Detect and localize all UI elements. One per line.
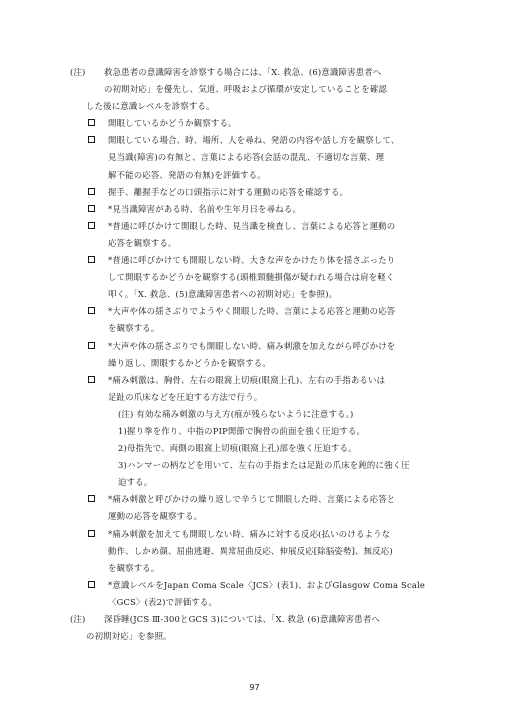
item-line: 動作、しかめ顔、屈曲逃避、異常屈曲反応、伸展反応[除脳姿勢]、無反応): [108, 545, 393, 556]
checkbox-icon: [88, 307, 95, 314]
sub-note-line: 3)ハンマーの柄などを用いて、左右の手指または足趾の爪床を鈍的に強く圧: [118, 460, 410, 471]
checkbox-icon: [88, 581, 95, 588]
item-line: *大声や体の揺さぶりでようやく開眼した時、言葉による応答と運動の応答: [108, 306, 396, 317]
checklist-item: [70, 491, 445, 525]
checklist-item: [70, 184, 445, 201]
checklist-item: [70, 252, 445, 303]
sub-note-line: 2)母指先で、両側の眼窩上切痕(眼窩上孔)部を強く圧迫する。: [118, 443, 357, 454]
checkbox-icon: [88, 119, 95, 126]
checklist-item: [70, 132, 445, 183]
note-line: 深昏睡(JCS Ⅲ-300とGCS 3)については、「X. 救急 (6)意識障害患者へ: [104, 614, 380, 624]
item-line: *痛み刺激と呼びかけの繰り返しで辛うじて開眼した時、言葉による応答と: [108, 494, 396, 505]
item-line: 応答を観察する。: [108, 237, 177, 248]
note-line: した後に意識レベルを診察する。: [86, 101, 215, 112]
item-line: を観察する。: [108, 323, 160, 334]
note-line: の初期対応」を優先し、気道、呼吸および循環が安定していることを確認: [104, 84, 387, 95]
item-line: 叩く。「X. 救急、(5)意識障害患者への初期対応」を参照)。: [108, 289, 338, 300]
checklist-item: [70, 372, 445, 406]
checkbox-icon: [88, 256, 95, 263]
pain-stimulus-note: [70, 406, 445, 491]
sub-note-line: 迫する。: [118, 477, 153, 488]
checklist: [70, 115, 445, 406]
item-line: 開眼している場合、時、場所、人を尋ね、発語の内容や話し方を観察して、: [108, 135, 400, 146]
checkbox-icon: [88, 376, 95, 383]
item-line: *痛み刺激は、胸骨、左右の眼窩上切痕(眼窩上孔)、左右の手指あるいは: [108, 374, 386, 385]
checkbox-icon: [88, 342, 95, 349]
item-line: *意識レベルをJapan Coma Scale〈JCS〉(表1)、およびGlasgow Coma Scale: [108, 579, 426, 590]
item-line: 開眼しているかどうか観察する。: [108, 118, 237, 129]
note-label: (注): [70, 614, 86, 624]
end-note: [70, 611, 445, 645]
document-body: [70, 64, 445, 645]
note-label: (注): [70, 67, 86, 77]
item-line: *見当識障害がある時、名前や生年月日を尋ねる。: [108, 203, 302, 214]
sub-note-line: 1)握り拳を作り、中指のPIP関節で胸骨の前面を強く圧迫する。: [118, 425, 366, 436]
checkbox-icon: [88, 205, 95, 212]
item-line: 足趾の爪床などを圧迫する方法で行う。: [108, 391, 263, 402]
item-line: *痛み刺激を加えても開眼しない時、痛みに対する反応(払いのけるような: [108, 528, 391, 539]
item-line: を観察する。: [108, 562, 160, 573]
item-line: 解不能の応答、発語の有無)を評価する。: [108, 169, 266, 180]
page-number: 97: [249, 683, 260, 692]
checklist-item: [70, 218, 445, 252]
item-line: *普通に呼びかけても開眼しない時、大きな声をかけたり体を揺さぶったり: [108, 255, 396, 266]
item-line: *大声や体の揺さぶりでも開眼しない時、痛み刺激を加えながら呼びかけを: [108, 340, 396, 351]
item-line: して開眼するかどうかを観察する(頭椎頸髄損傷が疑われる場合は肩を軽く: [108, 272, 395, 283]
item-line: *普通に呼びかけて開眼した時、見当識を検査し、言葉による応答と運動の: [108, 220, 396, 231]
intro-note: [70, 64, 445, 115]
sub-note-line: (注) 有効な痛み刺激の与え方(痕が残らないように注意する。): [118, 408, 354, 419]
checklist-item: [70, 115, 445, 132]
item-line: 〈GCS〉(表2)で評価する。: [108, 596, 218, 607]
checklist-item: [70, 201, 445, 218]
checkbox-icon: [88, 222, 95, 229]
item-line: 握手、離握手などの口頭指示に対する運動の応答を確認する。: [108, 186, 349, 197]
note-line: 救急患者の意識障害を診察する場合には、「X. 救急、(6)意識障害患者へ: [104, 67, 382, 77]
checklist-item: [70, 303, 445, 337]
item-line: 見当識(障害)の有無と、言葉による応答(会話の混乱、不適切な言葉、理: [108, 152, 385, 163]
checkbox-icon: [88, 136, 95, 143]
item-line: 運動の応答を観察する。: [108, 511, 203, 522]
checkbox-icon: [88, 188, 95, 195]
checklist-continued: [70, 491, 445, 611]
note-line: の初期対応」を参照。: [86, 631, 172, 642]
item-line: 繰り返し、開眼するかどうかを観察する。: [108, 357, 271, 368]
checklist-item: [70, 577, 445, 611]
checklist-item: [70, 338, 445, 372]
checkbox-icon: [88, 530, 95, 537]
checkbox-icon: [88, 495, 95, 502]
checklist-item: [70, 526, 445, 577]
